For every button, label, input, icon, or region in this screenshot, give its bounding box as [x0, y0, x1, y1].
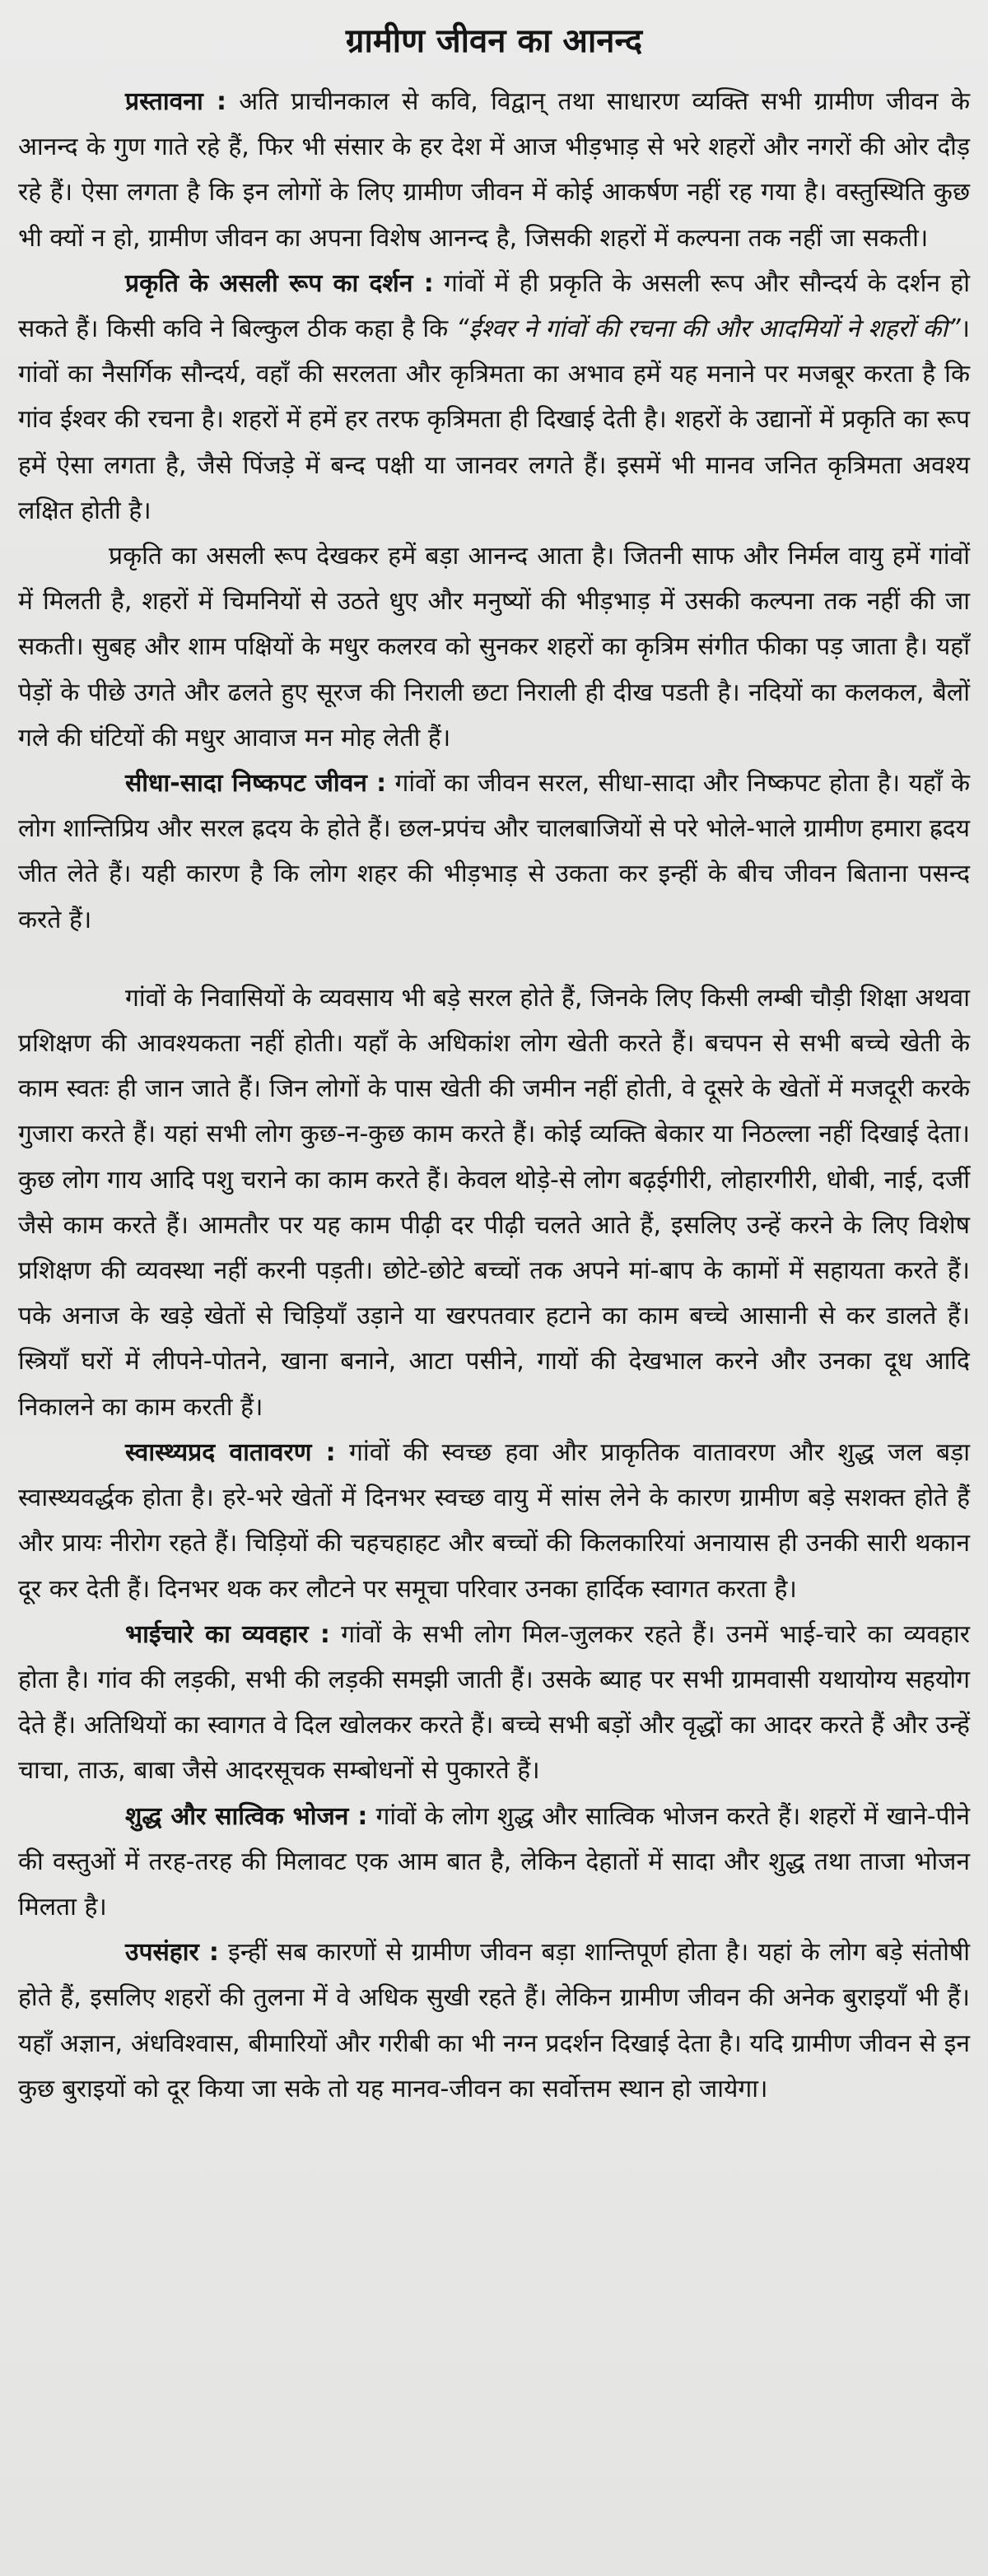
text-healthy-environment: गांवों की स्वच्छ हवा और प्राकृतिक वातावरण और शुद्ध जल बड़ा स्वास्थ्यवर्द्धक होता है। हरे-भरे खेतों में दिनभर स्वच्छ वायु में सांस लेने के कारण ग्रामीण बड़े सशक्त होते हैं और प्रायः नीरोग रहते हैं। चिड़ियों की चहचहाहट और बच्चों की किलकारियां अनायास ही उनकी सारी थकान दूर कर देती हैं। दिनभर थक कर लौटने पर समूचा परिवार उनका हार्दिक स्वागत करता है।	[18, 1437, 970, 1604]
heading-introduction: प्रस्तावना :	[125, 87, 226, 116]
heading-pure-food: शुद्ध और सात्विक भोजन :	[125, 1801, 368, 1831]
text-conclusion: इन्हीं सब कारणों से ग्रामीण जीवन बड़ा शान्तिपूर्ण होता है। यहां के लोग बड़े संतोषी होते हैं, इसलिए शहरों की तुलना में वे अधिक सुखी रहते हैं। लेकिन ग्रामीण जीवन की अनेक बुराइयाँ भी हैं। यहाँ अज्ञान, अंधविश्वास, बीमारियों और गरीबी का भी नग्न प्रदर्शन दिखाई देता है। यदि ग्रामीण जीवन से इन कुछ बुराइयों को दूर किया जा सके तो यह मानव-जीवन का सर्वोत्तम स्थान हो जायेगा।	[18, 1938, 971, 2103]
text-brotherhood: गांवों के सभी लोग मिल-जुलकर रहते हैं। उनमें भाई-चारे का व्यवहार होता है। गांव की लड़की, सभी की लड़की समझी जाती हैं। उसके ब्याह पर सभी ग्रामवासी यथायोग्य सहयोग देते हैं। अतिथियों का स्वागत वे दिल खोलकर करते हैं। बच्चे सभी बड़ों और वृद्धों का आदर करते हैं और उन्हें चाचा, ताऊ, बाबा जैसे आदरसूचक सम्बोधनों से पुकारते हैं।	[18, 1619, 970, 1786]
heading-conclusion: उपसंहार :	[125, 1938, 219, 1968]
paragraph-nature-view	[18, 261, 970, 533]
heading-simple-life: सीधा-सादा निष्कपट जीवन :	[125, 769, 387, 799]
paragraph-simple-life	[18, 761, 970, 943]
text-introduction: अति प्राचीनकाल से कवि, विद्वान् तथा साधारण व्यक्ति सभी ग्रामीण जीवन के आनन्द के गुण गाते रहे हैं, फिर भी संसार के हर देश में आज भीड़भाड़ से भरे शहरों और नगरों की ओर दौड़ रहे हैं। ऐसा लगता है कि इन लोगों के लिए ग्रामीण जीवन में कोई आकर्षण नहीं रह गया है। वस्तुस्थिति कुछ भी क्यों न हो, ग्रामीण जीवन का अपना विशेष आनन्द है, जिसकी शहरों में कल्पना तक नहीं जा सकती।	[18, 87, 970, 253]
heading-brotherhood: भाईचारे का व्यवहार :	[125, 1619, 330, 1649]
heading-healthy-environment: स्वास्थ्यप्रद वातावरण :	[125, 1437, 336, 1467]
paragraph-healthy-environment	[18, 1430, 970, 1612]
heading-nature-view: प्रकृति के असली रूप का दर्शन :	[125, 268, 434, 298]
text-simple-life: गांवों का जीवन सरल, सीधा-सादा और निष्कपट होता है। यहाँ के लोग शान्तिप्रिय और सरल ह्रदय के होते हैं। छल-प्रपंच और चालबाजियों से परे भोले-भाले ग्रामीण हमारा ह्रदय जीत लेते हैं। यही कारण है कि लोग शहर की भीड़भाड़ से उकता कर इन्हीं के बीच जीवन बिताना पसन्द करते हैं।	[18, 769, 970, 934]
paragraph-introduction	[18, 79, 970, 261]
essay-title: ग्रामीण जीवन का आनन्द	[345, 22, 643, 60]
text-nature-view-before-quote: गांवों में ही प्रकृति के असली रूप और सौन्दर्य के दर्शन हो सकते हैं। किसी कवि ने बिल्कुल ठीक कहा है कि	[18, 268, 970, 344]
text-pure-food: गांवों के लोग शुद्ध और सात्विक भोजन करते हैं। शहरों में खाने-पीने की वस्तुओं में तरह-तरह की मिलावट एक आम बात है, लेकिन देहातों में सादा और शुद्ध तथा ताजा भोजन मिलता है।	[18, 1801, 970, 1922]
paragraph-occupations: गांवों के निवासियों के व्यवसाय भी बड़े सरल होते हैं, जिनके लिए किसी लम्बी चौड़ी शिक्षा अथवा प्रशिक्षण की आवश्यकता नहीं होती। यहाँ के अधिकांश लोग खेती करते हैं। बचपन से सभी बच्चे खेती के काम स्वतः ही जान जाते हैं। जिन लोगों के पास खेती की जमीन नहीं होती, वे दूसरे के खेतों में मजदूरी करके गुजारा करते हैं। यहां सभी लोग कुछ-न-कुछ काम करते हैं। कोई व्यक्ति बेकार या निठल्ला नहीं दिखाई देता। कुछ लोग गाय आदि पशु चराने का काम करते हैं। केवल थोड़े-से लोग बढ़ईगीरी, लोहारगीरी, धोबी, नाई, दर्जी जैसे काम करते हैं। आमतौर पर यह काम पीढ़ी दर पीढ़ी चलते आते हैं, इसलिए उन्हें करने के लिए विशेष प्रशिक्षण की व्यवस्था नहीं करनी पड़ती। छोटे-छोटे बच्चों तक अपने मां-बाप के कामों में सहायता करते हैं। पके अनाज के खड़े खेतों से चिड़ियाँ उड़ाने या खरपतवार हटाने का काम बच्चे आसानी से कर डालते हैं। स्त्रियाँ घरों में लीपने-पोतने, खाना बनाने, आटा पसीने, गायों की देखभाल करने और उनका दूध आदि निकालने का काम करती हैं।	[18, 983, 970, 1422]
paragraph-brotherhood	[18, 1612, 970, 1794]
paragraph-conclusion	[18, 1930, 970, 2112]
quote-poet: “ईश्वर ने गांवों की रचना की और आदमियों ने शहरों की”	[455, 314, 961, 344]
paragraph-nature-joy: प्रकृति का असली रूप देखकर हमें बड़ा आनन्द आता है। जितनी साफ और निर्मल वायु हमें गांवों में मिलती है, शहरों में चिमनियों से उठते धुए और मनुष्यों की भीड़भाड़ में उसकी कल्पना तक नहीं की जा सकती। सुबह और शाम पक्षियों के मधुर कलरव को सुनकर शहरों का कृत्रिम संगीत फीका पड़ जाता है। यहाँ पेड़ों के पीछे उगते और ढलते हुए सूरज की निराली छटा निराली ही दीख पडती है। नदियों का कलकल, बैलों गले की घंटियों की मधुर आवाज मन मोह लेती हैं।	[18, 542, 970, 752]
text-nature-view-after-quote: । गांवों का नैसर्गिक सौन्दर्य, वहाँ की सरलता और कृत्रिमता का अभाव हमें यह मनाने पर मजबूर करता है कि गांव ईश्वर की रचना है। शहरों में हमें हर तरफ कृत्रिमता ही दिखाई देती है। शहरों के उद्यानों में प्रकृति का रूप हमें ऐसा लगता है, जैसे पिंजड़े में बन्द पक्षी या जानवर लगते हैं। इसमें भी मानव जनित कृत्रिमता अवश्य लक्षित होती है।	[18, 314, 970, 525]
paragraph-pure-food	[18, 1794, 970, 1931]
